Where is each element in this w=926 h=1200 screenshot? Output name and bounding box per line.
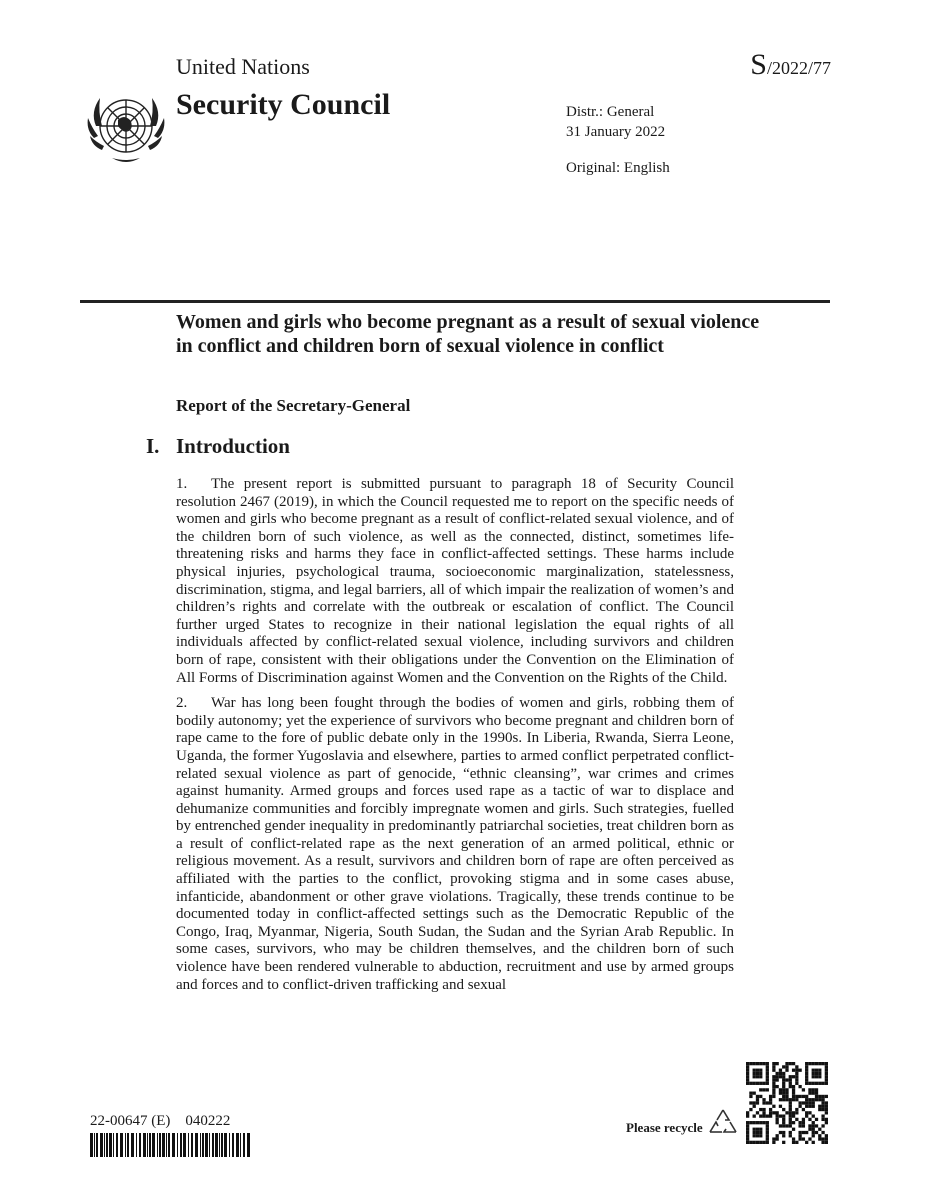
un-emblem-icon: [82, 86, 170, 174]
paragraph-number: 2.: [176, 695, 188, 712]
job-number: 22-00647 (E) 040222: [90, 1113, 231, 1129]
paragraph-text: War has long been fought through the bodies of women and girls, robbing them of bodily autonomy; yet the experience of survivors who become pregnant and children born of rape came to the fore of public debate only in the 1990s. In Liberia, Rwanda, Sierra Leone, Uganda, the former Yugoslavia and elsewhere, parties to armed conflict perpetrated conflict-related sexual violence as part of genocide, “ethnic cleansing”, war crimes and crimes against humanity. Armed groups and forces used rape as a tactic of war to displace and dehumanize communities and forcibly impregnate women and girls. Such strategies, fuelled by entrenched gender inequality in predominantly patriarchal societies, treat children born as a result of conflict-related rape as the next generation of an armed political, ethnic or religious movement. As a result, survivors and children born of rape are often perceived as affiliated with the parties to the conflict, provoking stigma and in some cases abuse, infanticide, abandonment or other grave violations. Tragically, these trends continue to be documented today in conflict-affected settings such as the Democratic Republic of the Congo, Iraq, Myanmar, Nigeria, South Sudan, the Sudan and the Syrian Arab Republic. In some cases, survivors, who may be children themselves, and the children born of such violence have been rendered vulnerable to abduction, recruitment and use by armed groups and forces and to conflict-driven trafficking and sexual: [176, 695, 734, 993]
barcode-icon: [90, 1133, 250, 1157]
original-language: Original: English: [566, 160, 670, 176]
document-symbol: [750, 48, 831, 82]
paragraph-2: [176, 695, 734, 994]
report-title: Women and girls who become pregnant as a result of sexual violence in conflict and children born of sexual violence in conflict: [176, 311, 760, 357]
report-body: [176, 476, 734, 1002]
paragraph-text: The present report is submitted pursuant to paragraph 18 of Security Council resolution 2467 (2019), in which the Council requested me to report on the specific needs of women and girls who become pregnant as a result of conflict-related sexual violence, and of the children born of such violence, as well as the connected, distinct, sometimes life-threatening risks and harms they face in conflict-affected settings. These harms include physical injuries, psychological trauma, socioeconomic marginalization, statelessness, discrimination, stigma, and legal barriers, all of which impair the realization of women’s and children’s rights and correlate with the outbreak or escalation of conflict. The Council further urged States to recognize in their national legislation the equal rights of all individuals affected by conflict-related sexual violence, including survivors and children born of rape, consistent with their obligations under the Convention on the Elimination of All Forms of Discrimination against Women and the Convention on the Rights of the Child.: [176, 476, 734, 686]
distribution-label: Distr.: General: [566, 104, 655, 120]
document-date: 31 January 2022: [566, 124, 666, 140]
organization-name: United Nations: [176, 54, 310, 79]
symbol-suffix: /2022/77: [766, 58, 831, 78]
recycle-icon: [706, 1106, 740, 1140]
section-title: Introduction: [176, 434, 290, 458]
report-subtitle: Report of the Secretary-General: [176, 396, 411, 415]
recycle-text: Please recycle: [626, 1120, 703, 1135]
distribution-block: [566, 102, 670, 178]
header-rule: [80, 300, 830, 303]
qr-code-icon: [746, 1062, 828, 1144]
security-council-heading: Security Council: [176, 88, 391, 121]
paragraph-number: 1.: [176, 476, 188, 492]
section-number: I.: [146, 434, 160, 458]
paragraph-1: [176, 476, 734, 687]
symbol-prefix: S: [750, 48, 767, 81]
